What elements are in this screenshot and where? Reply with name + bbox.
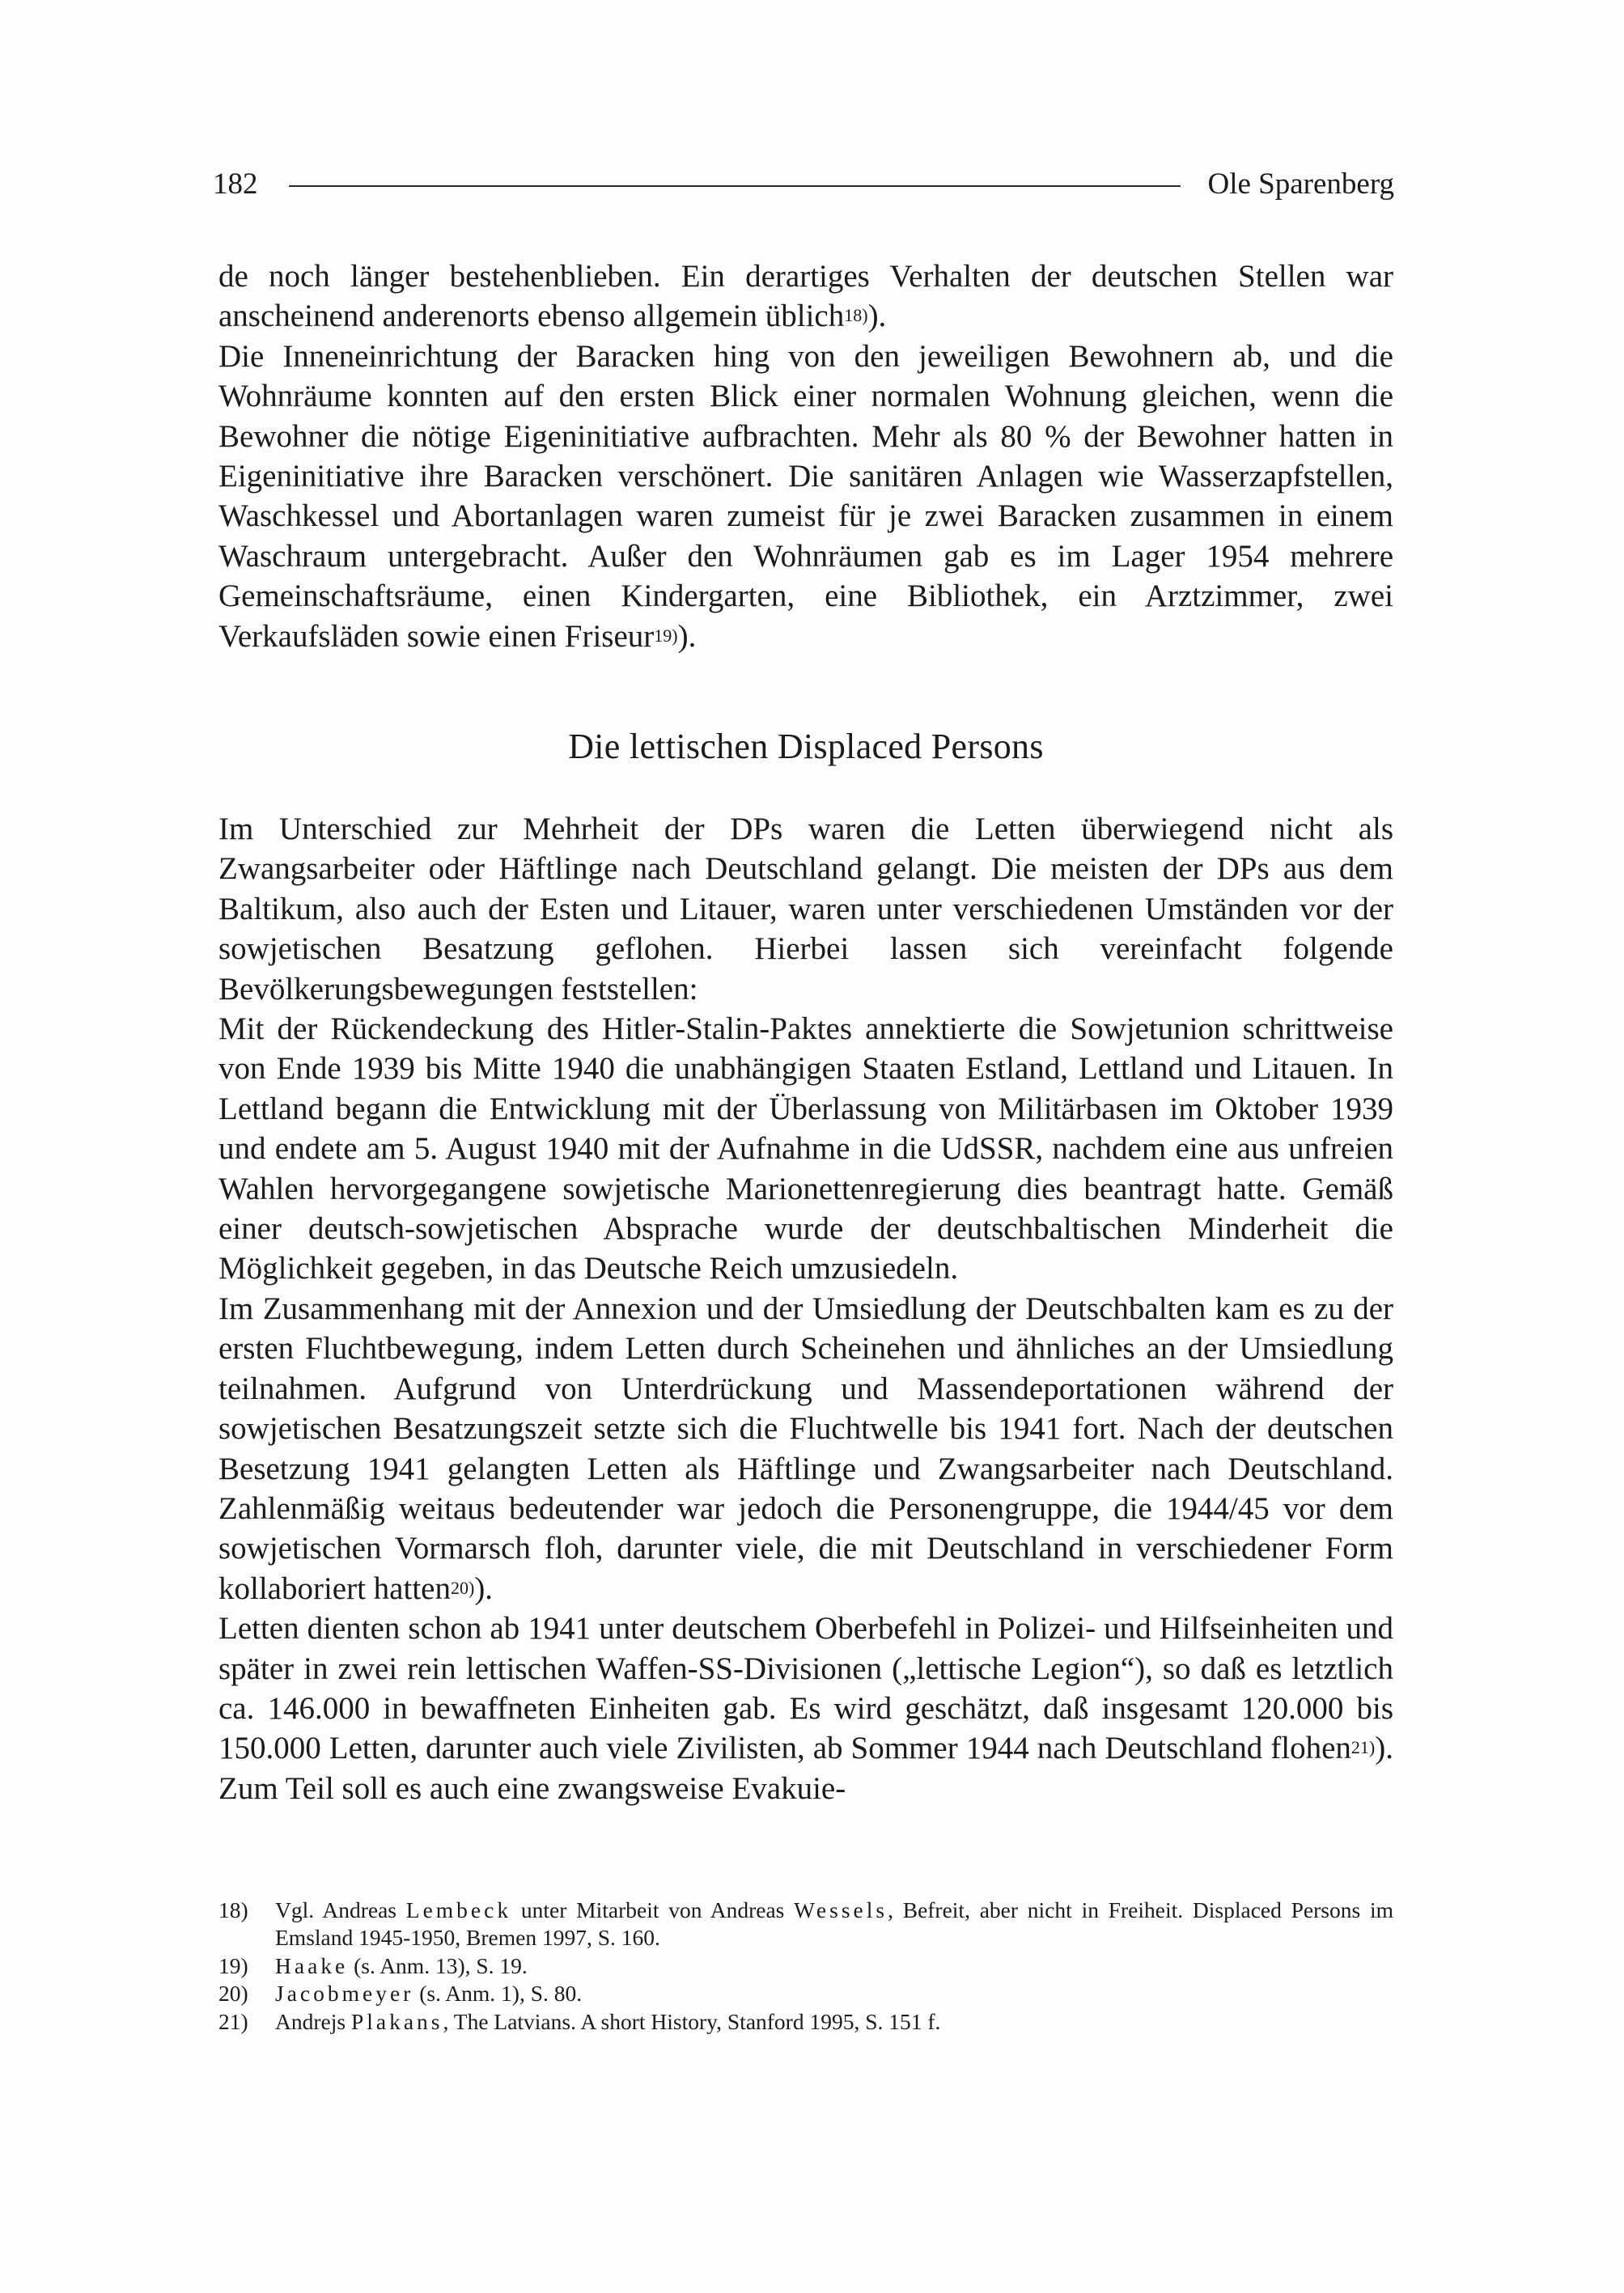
running-head-author: Ole Sparenberg xyxy=(1207,167,1394,201)
text-block-main xyxy=(218,809,1393,1808)
paragraph: Mit der Rückendeckung des Hitler-Stalin-Paktes annektierte die Sowjetunion schrittweise von Ende 1939 bis Mitte 1940 die unabhängigen Staaten Estland, Lettland und Litauen. In Lettland begann die Entwicklung mit der Überlassung von Militärbasen im Oktober 1939 und endete am 5. August 1940 mit der Aufnahme in die UdSSR, nachdem eine aus unfreien Wahlen hervorgegangene sowjetische Marionettenregierung dies beantragt hatte. Gemäß einer deutsch-sowjetischen Absprache wurde der deutschbaltischen Minderheit die Möglichkeit gegeben, in das Deutsche Reich umzusiedeln. xyxy=(218,1011,1393,1286)
paragraph: Letten dienten schon ab 1941 unter deutschem Oberbefehl in Polizei- und Hilfseinheiten und später in zwei rein lettischen Waffen-SS-Divisionen („lettische Legion“), so daß es letztlich ca. 146.000 in bewaffneten Einheiten gab. Es wird geschätzt, daß insgesamt 120.000 bis 150.000 Letten, darunter auch viele Zivilisten, ab Sommer 1944 nach Deutschland flohen$^{21)}$). Zum Teil soll es auch eine zwangsweise Evakuie- xyxy=(218,1611,1393,1806)
footnote-ref-21: 21) xyxy=(1351,1737,1376,1758)
footnotes xyxy=(218,1897,1393,2036)
footnote-21: 21) Andrejs Plakans, The Latvians. A short History, Stanford 1995, S. 151 f. xyxy=(218,2008,941,2034)
paragraph: Die Inneneinrichtung der Baracken hing von den jeweiligen Bewohnern ab, und die Wohnräume konnten auf den ersten Blick einer normalen Wohnung gleichen, wenn die Bewohner die nötige Eigeninitiative aufbrachten. Mehr als 80 % der Bewohner hatten in Eigeninitiative ihre Baracken verschönert. Die sanitären Anlagen wie Wasserzapfstellen, Waschkessel und Abortanlagen waren zumeist für je zwei Baracken zusammen in einem Waschraum untergebracht. Außer den Wohnräumen gab es im Lager 1954 mehrere Gemeinschaftsräume, einen Kindergarten, eine Bibliothek, ein Arztzimmer, zwei Verkaufsläden sowie einen Friseur$^{19)}$). xyxy=(218,338,1393,654)
section-heading: Die lettischen Displaced Persons xyxy=(568,727,1044,766)
footnote-19: 19) Haake (s. Anm. 13), S. 19. xyxy=(218,1952,528,1978)
footnote-20: 20) Jacobmeyer (s. Anm. 1), S. 80. xyxy=(218,1981,583,2007)
page-number: 182 xyxy=(213,167,258,201)
paragraph: Im Zusammenhang mit der Annexion und der Umsiedlung der Deutschbalten kam es zu der ersten Fluchtbewegung, indem Letten durch Scheinehen und ähnliches an der Umsiedlung teilnahmen. Aufgrund von Unterdrückung und Massendeportationen während der sowjetischen Besatzungszeit setzte sich die Fluchtwelle bis 1941 fort. Nach der deutschen Besetzung 1941 gelangten Letten als Häftlinge und Zwangsarbeiter nach Deutschland. Zahlenmäßig weitaus bedeutender war jedoch die Personengruppe, die 1944/45 vor dem sowjetischen Vormarsch floh, darunter viele, die mit Deutschland in verschiedener Form kollaboriert hatten$^{20)}$). xyxy=(218,1291,1393,1606)
text-block-top xyxy=(218,256,1393,656)
paragraph: de noch länger bestehenblieben. Ein derartiges Verhalten der deutschen Stellen war anscheinend anderenorts ebenso allgemein üblich$^{18)}$). xyxy=(218,259,1393,334)
footnote-18: 18) Vgl. Andreas Lembeck unter Mitarbeit von Andreas Wessels, Befreit, aber nicht in Freiheit. Displaced Persons im Emsland 1945-1950, Bremen 1997, S. 160. xyxy=(218,1897,1393,1951)
running-header xyxy=(213,166,1394,203)
paragraph: Im Unterschied zur Mehrheit der DPs waren die Letten überwiegend nicht als Zwangsarbeiter oder Häftlinge nach Deutschland gelangt. Die meisten der DPs aus dem Baltikum, also auch der Esten und Litauer, waren unter verschiedenen Umständen vor der sowjetischen Besatzung geflohen. Hierbei lassen sich vereinfacht folgende Bevölkerungsbewegungen feststellen: xyxy=(218,812,1393,1007)
header-rule xyxy=(289,185,1181,187)
footnote-ref-19: 19) xyxy=(654,625,678,646)
footnote-ref-18: 18) xyxy=(844,305,868,326)
footnote-ref-20: 20) xyxy=(450,1577,475,1598)
